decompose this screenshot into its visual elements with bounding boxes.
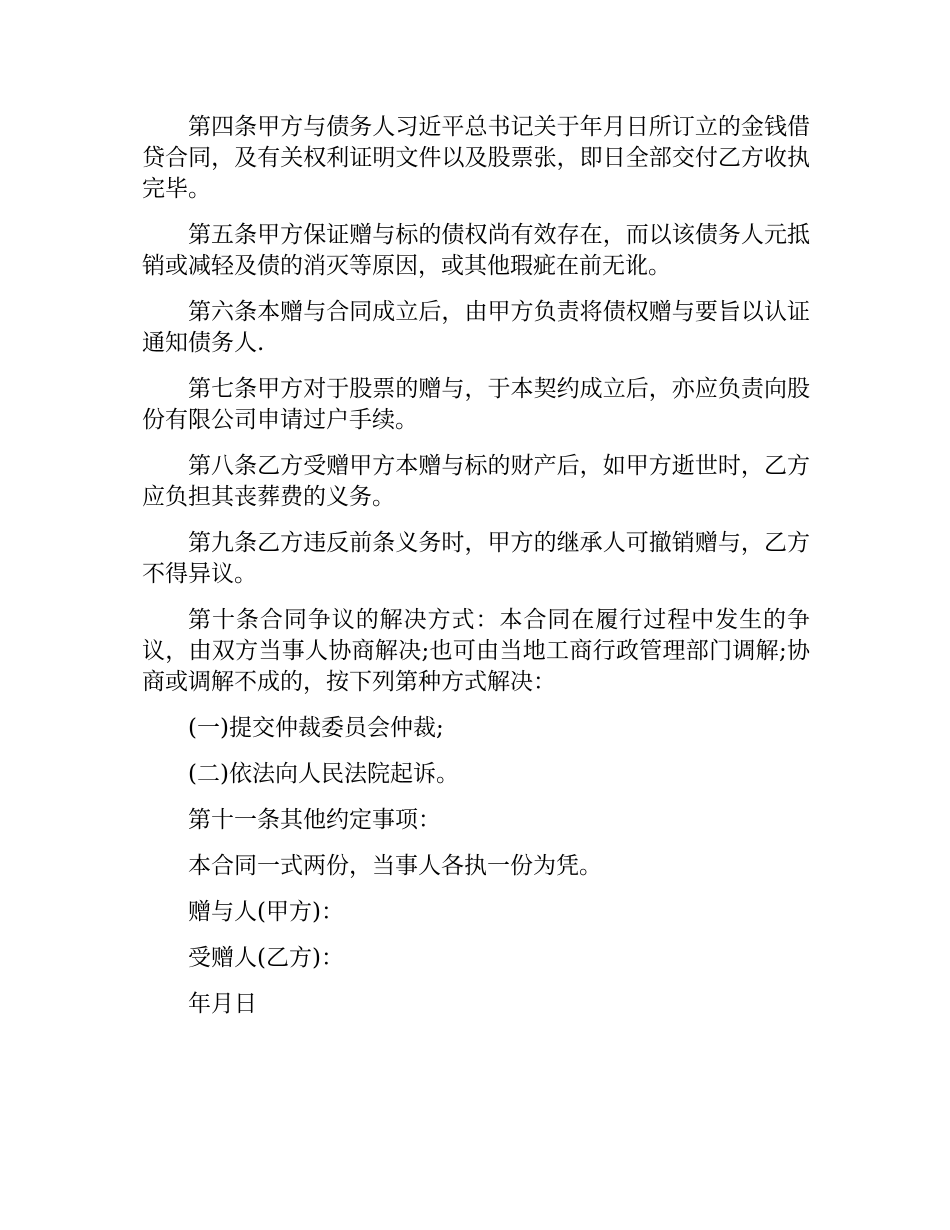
donee-signature-line: 受赠人(乙方)： xyxy=(188,945,344,971)
clause-7: 第七条甲方对于股票的赠与，于本契约成立后，亦应负责向股份有限公司申请过户手续。 xyxy=(142,376,810,433)
clause-9: 第九条乙方违反前条义务时，甲方的继承人可撤销赠与，乙方不得异议。 xyxy=(142,530,810,587)
copies-note: 本合同一式两份，当事人各执一份为凭。 xyxy=(188,853,602,879)
dispute-option-2: (二)依法向人民法院起诉。 xyxy=(188,761,459,787)
clause-5: 第五条甲方保证赠与标的债权尚有效存在，而以该债务人元抵销或减轻及债的消灭等原因，或其他瑕疵在前无讹。 xyxy=(142,222,810,279)
clause-4: 第四条甲方与债务人习近平总书记关于年月日所订立的金钱借贷合同，及有关权利证明文件以及股票张，即日全部交付乙方收执完毕。 xyxy=(142,114,810,202)
date-line: 年月日 xyxy=(188,991,257,1017)
dispute-option-1: (一)提交仲裁委员会仲裁; xyxy=(188,715,444,741)
document-body xyxy=(142,112,810,1035)
clause-11: 第十一条其他约定事项： xyxy=(188,807,441,833)
donor-signature-line: 赠与人(甲方)： xyxy=(188,899,344,925)
clause-8: 第八条乙方受赠甲方本赠与标的财产后，如甲方逝世时，乙方应负担其丧葬费的义务。 xyxy=(142,453,810,510)
clause-10: 第十条合同争议的解决方式：本合同在履行过程中发生的争议，由双方当事人协商解决;也可由当地工商行政管理部门调解;协商或调解不成的，按下列第种方式解决： xyxy=(142,607,810,695)
clause-6: 第六条本赠与合同成立后，由甲方负责将债权赠与要旨以认证通知债务人. xyxy=(142,299,810,356)
